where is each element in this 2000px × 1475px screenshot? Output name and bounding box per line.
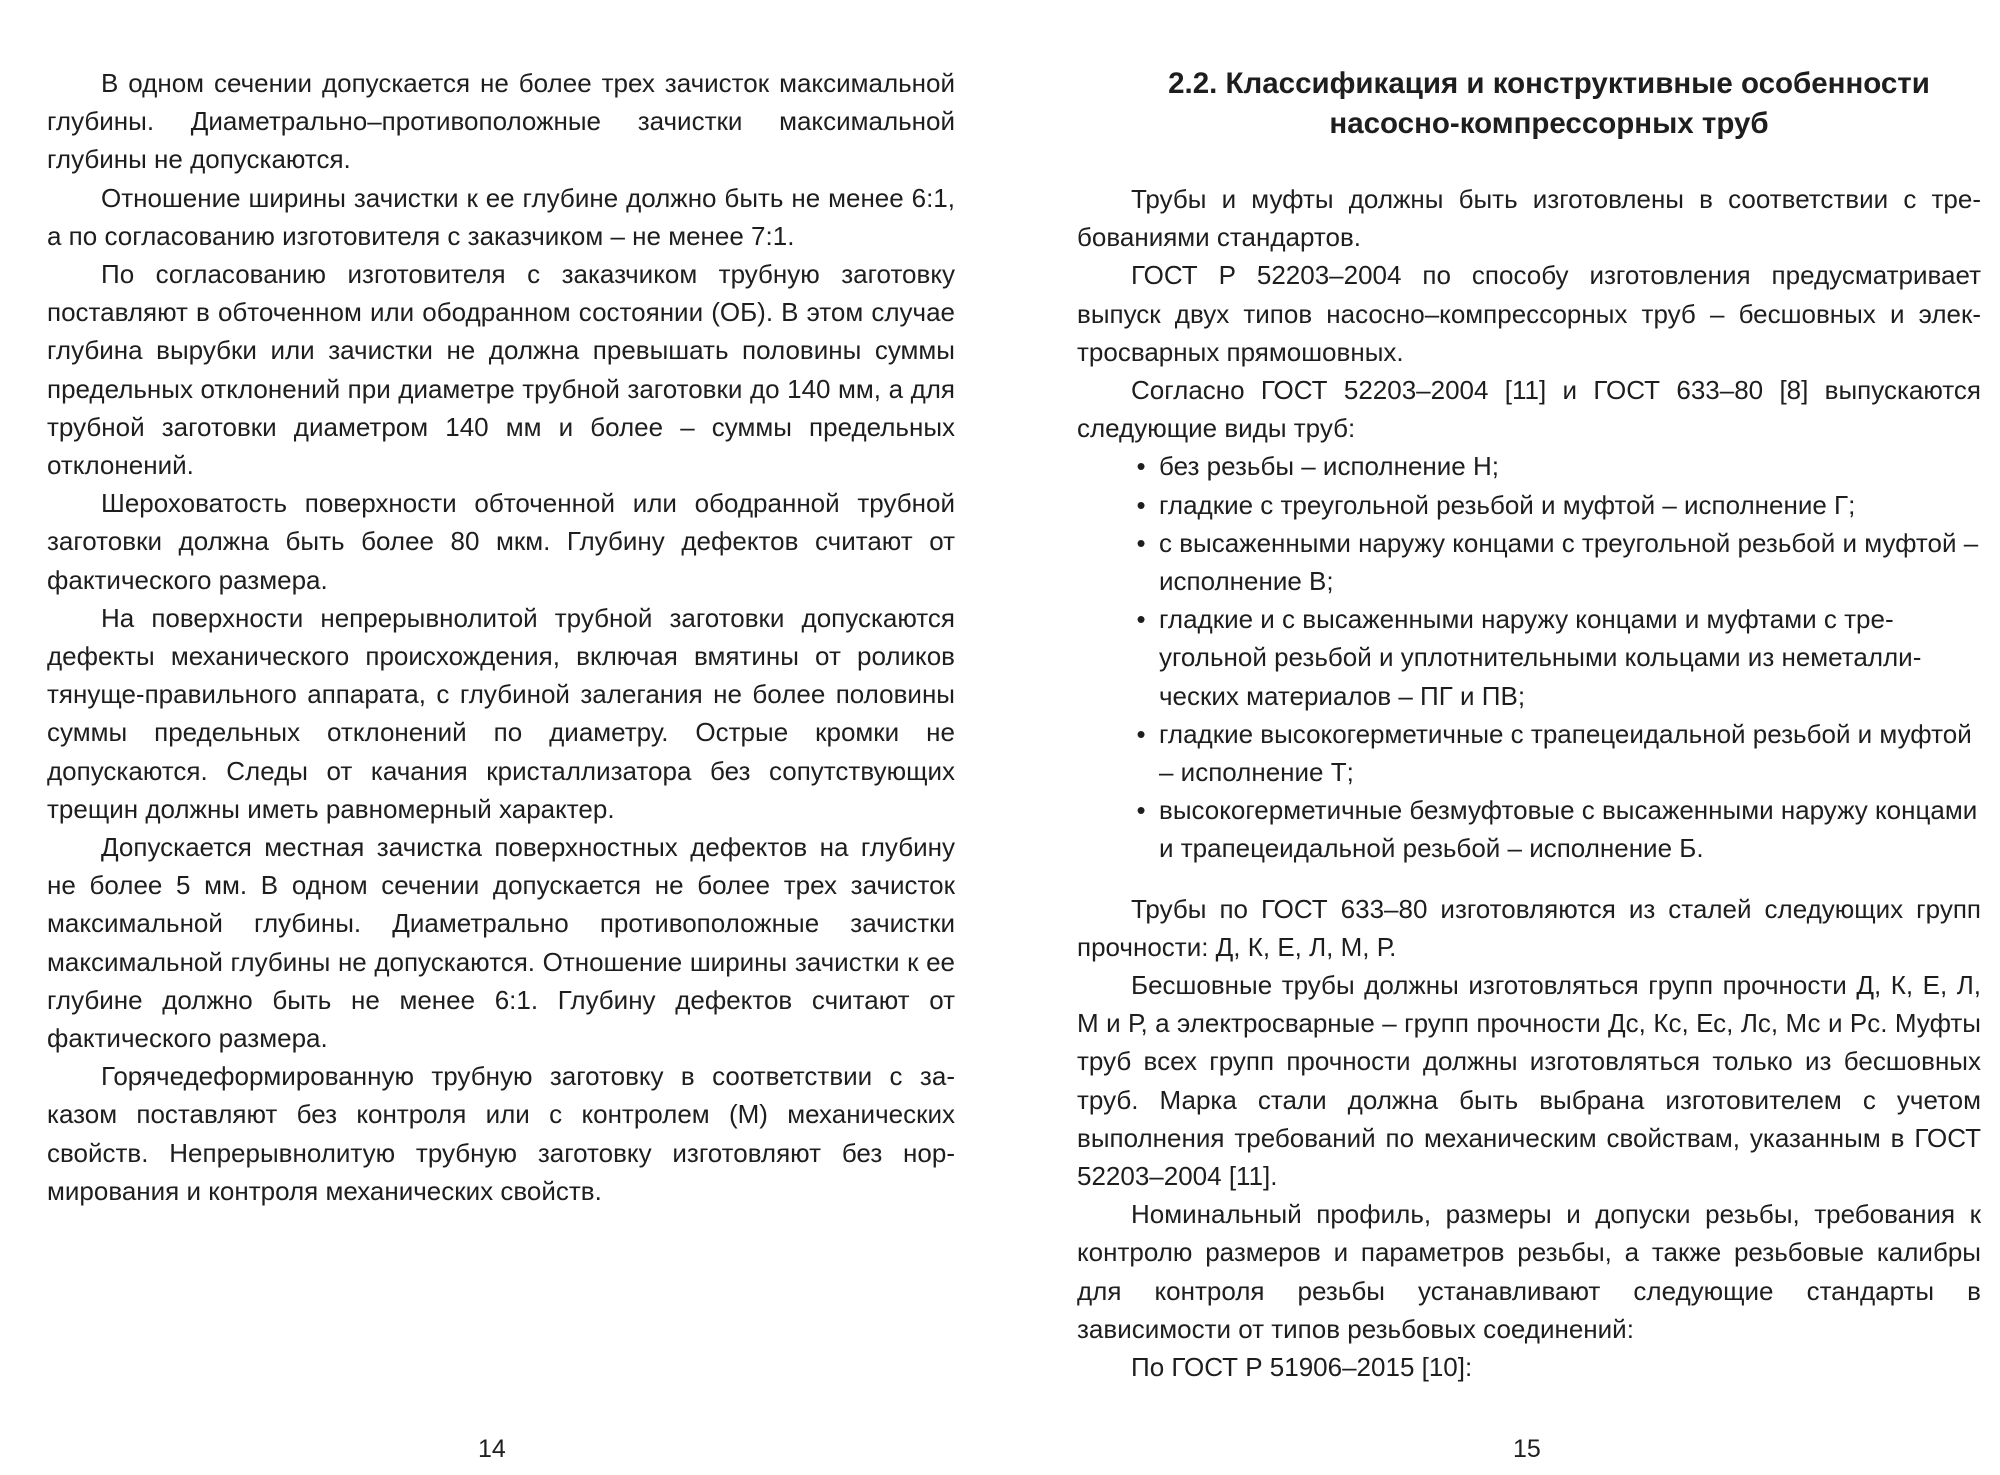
- section-heading-line: насосно-компрессорных труб: [1329, 107, 1769, 140]
- section-heading: [1077, 64, 1981, 144]
- list-item-text: с высаженными наружу концами с треугольной резьбой и муфтой – исполнение В;: [1159, 527, 1979, 597]
- list-item-text: высокогерметичные безмуфтовые с высаженными наружу концами и трапецеидальной резьбой – исполнение Б.: [1159, 795, 1978, 864]
- list-item-text: гладкие высокогерметичные с трапецеидальной резьбой и муфтой – исполнение Т;: [1159, 718, 1972, 788]
- paragraph: На поверхности непрерывнолитой трубной заготовки допускаются дефекты механического происхождения, включая вмятины от роликов тянуще-правильного аппарата, с глубиной залегания не более половины суммы предельных отклонений по диаметру. Острые кромки не допускаются. Следы от качания кристаллизатора без сопутствующих трещин должны иметь равномерный характер.: [47, 602, 955, 824]
- paragraph: Трубы по ГОСТ 633–80 изготовляются из сталей следующих групп прочности: Д, К, Е, Л, М, Р.: [1077, 893, 1981, 962]
- paragraph: Отношение ширины зачистки к ее глубине должно быть не менее 6:1, а по согласованию изготовителя с заказчиком – не менее 7:1.: [47, 182, 955, 251]
- bullet-icon: •: [1136, 795, 1146, 826]
- paragraph: ГОСТ Р 52203–2004 по способу изготовления предусматривает выпуск двух типов насосно–компрессорных труб – бесшовных и электросварных прямошовных.: [1077, 260, 1981, 367]
- list-item: [1077, 486, 1981, 524]
- section-heading-line: 2.2. Классификация и конструктивные особенности: [1168, 67, 1930, 100]
- list-item: [1077, 715, 1981, 791]
- paragraph: Номинальный профиль, размеры и допуски резьбы, требования к контролю размеров и параметров резьбы, а также резьбовые калибры для контроля резьбы устанавливают следующие стандарты в зависимости от типов резьбовых соединений:: [1077, 1199, 1981, 1344]
- bullet-icon: •: [1136, 604, 1146, 635]
- paragraph: По согласованию изготовителя с заказчиком трубную заготовку поставляют в обточенном или ободранном состоянии (ОБ). В этом случае глубина вырубки или зачистки не должна превышать половины суммы предельных отклонений при диаметре трубной заготовки до 140 мм, а для трубной заготовки диаметром 140 мм и более – суммы предельных отклонений.: [47, 259, 955, 481]
- left-page-text: [47, 64, 955, 1210]
- paragraph: Бесшовные трубы должны изготовляться групп прочности Д, К, Е, Л, М и Р, а электросварные – групп прочности Дс, Кс, Ес, Лс, Мс и Рс. Муфты труб всех групп прочности должны изготовляться только из бесшовных труб. Марка стали должна быть выбрана изготовителем с учетом выполнения требований по механическим свойствам, указанным в ГОСТ 52203–2004 [11].: [1077, 970, 1981, 1192]
- pipe-types-list: [1077, 447, 1981, 867]
- list-item-text: гладкие с треугольной резьбой и муфтой – исполнение Г;: [1159, 489, 1856, 520]
- list-item-text: гладкие и с высаженными наружу концами и муфтами с треугольной резьбой и уплотнительными кольцами из неметаллических материалов – ПГ и ПВ;: [1159, 604, 1922, 711]
- list-item: [1077, 524, 1981, 600]
- bullet-icon: •: [1136, 527, 1146, 558]
- right-page: [1000, 0, 2000, 1475]
- paragraph: В одном сечении допускается не более трех зачисток максимальной глубины. Диаметрально–противоположные зачистки максимальной глубины не допускаются.: [47, 68, 955, 175]
- right-page-text: [1077, 64, 1981, 1386]
- paragraph: Горячедеформированную трубную заготовку в соответствии с заказом поставляют без контроля или с контролем (М) механических свойств. Непрерывнолитую трубную заготовку изготовляют без нормирования и контроля механических свойств.: [47, 1061, 955, 1206]
- paragraph: По ГОСТ Р 51906–2015 [10]:: [1131, 1352, 1473, 1383]
- paragraph: Допускается местная зачистка поверхностных дефектов на глубину не более 5 мм. В одном сечении допускается не более трех зачисток максимальной глубины. Диаметрально противоположные зачистки максимальной глубины не допускаются. Отношение ширины зачистки к ее глубине должно быть не менее 6:1. Глубину дефектов считают от фактического размера.: [47, 832, 955, 1054]
- list-item-text: без резьбы – исполнение Н;: [1159, 451, 1499, 482]
- list-item: [1077, 600, 1981, 715]
- page-number: 14: [478, 1435, 506, 1463]
- page-number: 15: [1513, 1435, 1541, 1463]
- list-item: [1077, 791, 1981, 867]
- paragraph: Согласно ГОСТ 52203–2004 [11] и ГОСТ 633–80 [8] выпускаются следующие виды труб:: [1077, 375, 1981, 444]
- paragraph: Шероховатость поверхности обточенной или ободранной трубной заготовки должна быть более 80 мкм. Глубину дефектов считают от фактического размера.: [47, 488, 955, 595]
- list-item: [1077, 447, 1981, 485]
- bullet-icon: •: [1136, 451, 1146, 482]
- bullet-icon: •: [1136, 718, 1146, 749]
- paragraph: Трубы и муфты должны быть изготовлены в соответствии с требованиями стандартов.: [1077, 184, 1981, 253]
- bullet-icon: •: [1136, 489, 1146, 520]
